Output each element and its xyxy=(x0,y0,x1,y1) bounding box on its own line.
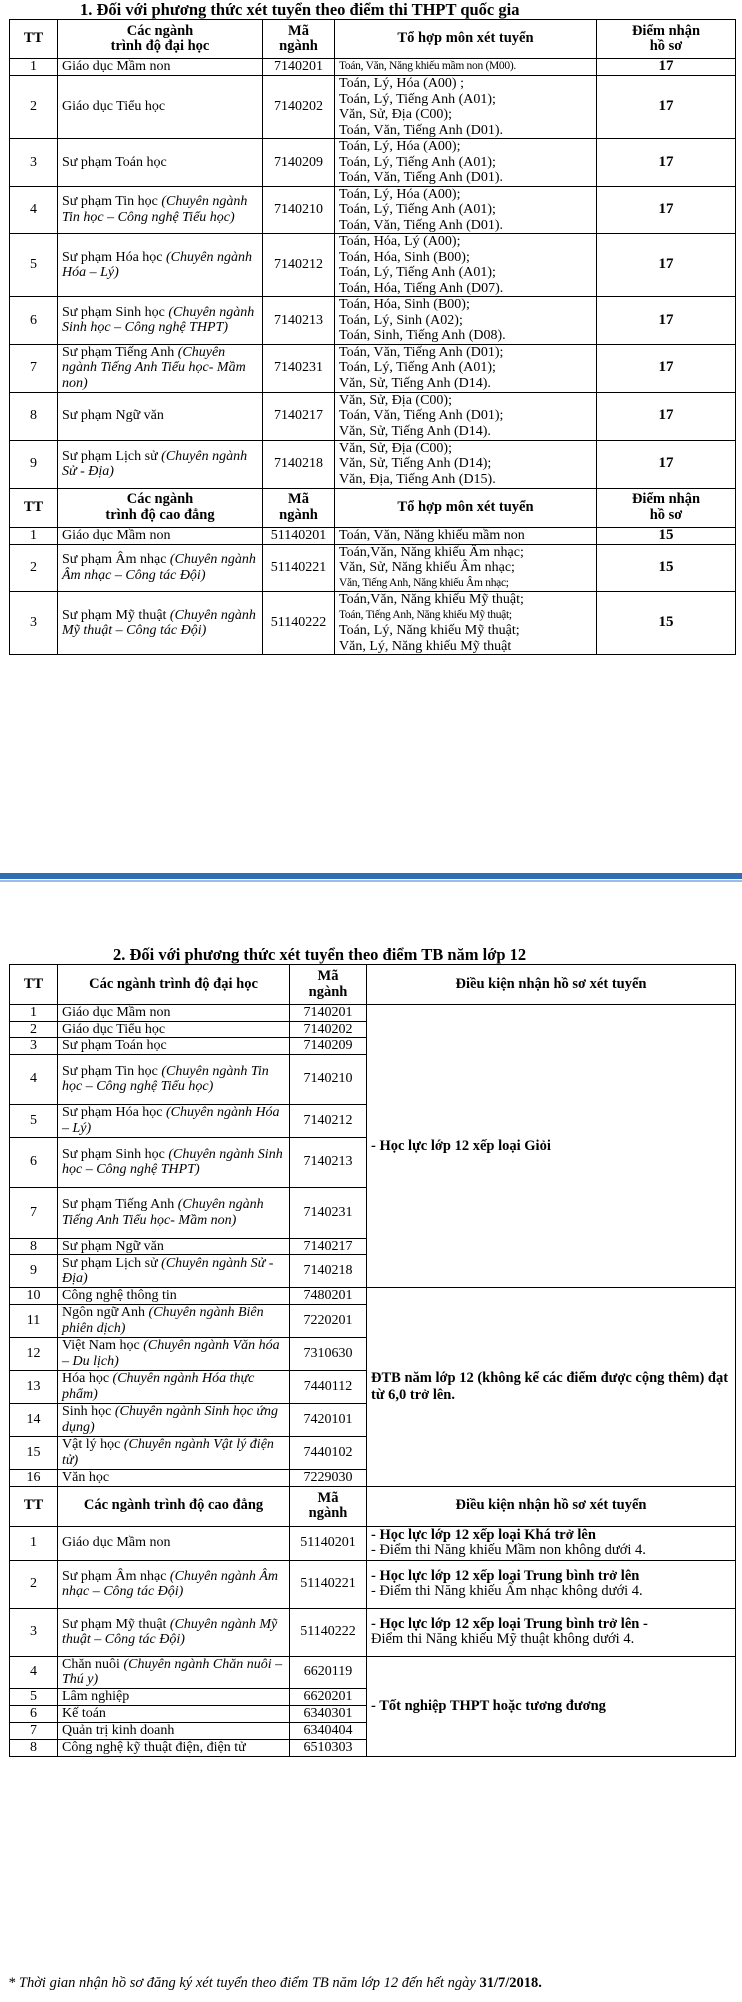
major-note: (Chuyên ngành Vật lý điện tử) xyxy=(62,1437,274,1468)
row-index: 1 xyxy=(10,527,58,544)
row-index: 14 xyxy=(10,1403,58,1436)
row-index: 1 xyxy=(10,1005,58,1022)
major-name: Quản trị kinh doanh xyxy=(62,1722,175,1738)
min-score: 17 xyxy=(597,392,736,440)
major-code: 51140222 xyxy=(263,592,335,655)
header-major: Các ngành trình độ đại học xyxy=(58,20,263,59)
row-index: 15 xyxy=(10,1436,58,1469)
major-note: (Chuyên ngành Âm nhạc – Công tác Đội) xyxy=(62,1568,278,1599)
major-cell xyxy=(58,1005,290,1022)
combo-line: Văn, Lý, Năng khiếu Mỹ thuật xyxy=(339,638,512,654)
header-tt: TT xyxy=(10,1486,58,1526)
header-tt: TT xyxy=(10,488,58,527)
major-cell xyxy=(58,1038,290,1055)
min-score: 17 xyxy=(597,344,736,392)
row-index: 3 xyxy=(10,1608,58,1656)
major-code: 7420101 xyxy=(290,1403,367,1436)
major-cell xyxy=(58,1104,290,1137)
condition-group-3 xyxy=(367,1656,736,1756)
combo-line: Văn, Sử, Năng khiếu Âm nhạc; xyxy=(339,560,515,575)
major-code: 7440102 xyxy=(290,1436,367,1469)
major-cell xyxy=(58,1370,290,1403)
major-note: (Chuyên ngành Âm nhạc – Công tác Đội) xyxy=(62,552,256,583)
subject-combos xyxy=(335,234,597,297)
major-cell xyxy=(58,544,263,592)
major-cell xyxy=(58,76,263,139)
condition-line: - Học lực lớp 12 xếp loại Trung bình trở lên xyxy=(371,1568,640,1584)
major-name: Vật lý học xyxy=(62,1437,121,1452)
major-cell xyxy=(58,592,263,655)
combo-line: Toán, Lý, Hóa (A00); xyxy=(339,139,461,154)
table-header-row xyxy=(10,488,736,527)
min-score: 15 xyxy=(597,527,736,544)
table-row xyxy=(10,139,736,187)
subject-combos xyxy=(335,59,597,76)
condition-group-1 xyxy=(367,1005,736,1288)
table-row xyxy=(10,76,736,139)
major-name: Sư phạm Mỹ thuật xyxy=(62,1616,167,1632)
gpa-table xyxy=(9,964,736,1757)
major-cell xyxy=(58,1656,290,1688)
major-name: Giáo dục Tiểu học xyxy=(62,1021,166,1037)
major-cell xyxy=(58,1288,290,1305)
combo-line: Toán, Lý, Hóa (A00) ; xyxy=(339,76,464,91)
combo-line: Toán, Lý, Sinh (A02); xyxy=(339,312,463,328)
major-code: 6340301 xyxy=(290,1705,367,1722)
major-name: Sư phạm Tin học xyxy=(62,1063,158,1079)
major-code: 7140217 xyxy=(263,392,335,440)
major-code: 7140217 xyxy=(290,1238,367,1255)
header-code: Mã ngành xyxy=(263,488,335,527)
combo-line: Văn, Địa, Tiếng Anh (D15). xyxy=(339,471,496,487)
major-cell xyxy=(58,344,263,392)
min-score: 17 xyxy=(597,139,736,187)
major-cell xyxy=(58,234,263,297)
major-cell xyxy=(58,1337,290,1370)
condition-cell xyxy=(367,1526,736,1560)
major-name: Ngôn ngữ Anh xyxy=(62,1305,146,1320)
major-code: 7140218 xyxy=(290,1255,367,1288)
combo-line: Toán, Hóa, Sinh (B00); xyxy=(339,297,470,312)
min-score: 15 xyxy=(597,592,736,655)
major-name: Giáo dục Mầm non xyxy=(62,1535,171,1551)
table-row xyxy=(10,1526,736,1560)
row-index: 8 xyxy=(10,392,58,440)
major-cell xyxy=(58,1560,290,1608)
condition-text: - Tốt nghiệp THPT hoặc tương đương xyxy=(371,1697,606,1714)
major-code: 51140221 xyxy=(290,1560,367,1608)
min-score: 17 xyxy=(597,76,736,139)
min-score: 17 xyxy=(597,234,736,297)
major-name: Công nghệ kỹ thuật điện, điện tử xyxy=(62,1739,246,1755)
major-name: Giáo dục Tiểu học xyxy=(62,99,166,115)
major-note: (Chuyên ngành Biên phiên dịch) xyxy=(62,1305,264,1336)
major-code: 6620119 xyxy=(290,1656,367,1688)
major-cell xyxy=(58,1739,290,1756)
major-code: 51140222 xyxy=(290,1608,367,1656)
combo-line: Toán, Văn, Năng khiếu mầm non (M00). xyxy=(339,60,516,73)
major-code: 7140209 xyxy=(263,139,335,187)
table-row xyxy=(10,344,736,392)
major-name: Sinh học xyxy=(62,1404,112,1419)
table-row xyxy=(10,527,736,544)
min-score: 15 xyxy=(597,544,736,592)
subject-combos xyxy=(335,440,597,488)
major-note: (Chuyên ngành Sinh học – Công nghệ THPT) xyxy=(62,304,255,336)
major-code: 6510303 xyxy=(290,1739,367,1756)
row-index: 8 xyxy=(10,1238,58,1255)
major-code: 7140213 xyxy=(263,297,335,345)
row-index: 7 xyxy=(10,344,58,392)
major-code: 7140209 xyxy=(290,1038,367,1055)
row-index: 6 xyxy=(10,1137,58,1187)
major-name: Sư phạm Toán học xyxy=(62,1038,167,1053)
major-name: Sư phạm Ngữ văn xyxy=(62,408,164,424)
table-row xyxy=(10,592,736,655)
major-cell xyxy=(58,440,263,488)
major-name: Sư phạm Toán học xyxy=(62,154,167,170)
separator-bar xyxy=(0,873,742,879)
condition-group-2 xyxy=(367,1288,736,1487)
row-index: 1 xyxy=(10,59,58,76)
major-cell xyxy=(58,1526,290,1560)
combo-line: Toán, Văn, Năng khiếu mầm non xyxy=(339,527,525,543)
header-tt: TT xyxy=(10,20,58,59)
major-cell xyxy=(58,1238,290,1255)
major-name: Sư phạm Tin học xyxy=(62,194,158,210)
header-combo: Tổ hợp môn xét tuyển xyxy=(335,488,597,527)
major-code: 7140218 xyxy=(263,440,335,488)
row-index: 10 xyxy=(10,1288,58,1305)
table-header-row xyxy=(10,20,736,59)
major-cell xyxy=(58,1688,290,1705)
condition-line: Điểm thi Năng khiếu Mỹ thuật không dưới 4. xyxy=(371,1631,635,1647)
subject-combos xyxy=(335,527,597,544)
major-cell xyxy=(58,1137,290,1187)
row-index: 2 xyxy=(10,76,58,139)
major-cell xyxy=(58,1722,290,1739)
row-index: 2 xyxy=(10,1021,58,1038)
combo-line: Toán, Lý, Năng khiếu Mỹ thuật; xyxy=(339,623,520,638)
major-code: 7140212 xyxy=(290,1104,367,1137)
header-code: Mã ngành xyxy=(263,20,335,59)
major-name: Sư phạm Lịch sử xyxy=(62,448,158,464)
major-code: 6340404 xyxy=(290,1722,367,1739)
row-index: 1 xyxy=(10,1526,58,1560)
major-name: Việt Nam học xyxy=(62,1338,140,1353)
major-cell xyxy=(58,1021,290,1038)
combo-line: Toán, Lý, Tiếng Anh (A01); xyxy=(339,202,496,217)
major-note: (Chuyên ngành Chăn nuôi – Thú y) xyxy=(62,1656,283,1687)
major-name: Sư phạm Ngữ văn xyxy=(62,1238,164,1254)
major-cell xyxy=(58,1436,290,1469)
major-code: 7140210 xyxy=(263,186,335,234)
major-name: Công nghệ thông tin xyxy=(62,1288,177,1303)
combo-line: Toán, Hóa, Lý (A00); xyxy=(339,234,461,249)
major-name: Sư phạm Sinh học xyxy=(62,1146,165,1162)
header-score: Điểm nhận hồ sơ xyxy=(597,488,736,527)
combo-line: Toán, Tiếng Anh, Năng khiếu Mỹ thuật; xyxy=(339,608,512,621)
major-cell xyxy=(58,527,263,544)
major-cell xyxy=(58,186,263,234)
combo-line: Toán, Lý, Tiếng Anh (A01); xyxy=(339,91,496,107)
major-name: Hóa học xyxy=(62,1371,110,1386)
major-name: Sư phạm Hóa học xyxy=(62,249,163,265)
major-cell xyxy=(58,1608,290,1656)
major-code: 51140201 xyxy=(290,1526,367,1560)
row-index: 9 xyxy=(10,1255,58,1288)
combo-line: Văn, Sử, Địa (C00); xyxy=(339,107,452,122)
condition-text: ĐTB năm lớp 12 (không kể các điểm được cộng thêm) đạt từ 6,0 trở lên. xyxy=(371,1369,729,1403)
combo-line: Toán, Văn, Tiếng Anh (D01); xyxy=(339,408,504,424)
condition-text: - Học lực lớp 12 xếp loại Giỏi xyxy=(371,1137,551,1154)
combo-line: Toán, Lý, Tiếng Anh (A01); xyxy=(339,265,496,280)
combo-line: Toán, Sinh, Tiếng Anh (D08). xyxy=(339,328,506,343)
header-score: Điểm nhận hồ sơ xyxy=(597,20,736,59)
footnote xyxy=(8,1975,542,1992)
row-index: 4 xyxy=(10,1656,58,1688)
major-note: (Chuyên ngành Tin học – Công nghệ Tiểu học) xyxy=(62,1063,269,1094)
major-code: 7220201 xyxy=(290,1304,367,1337)
condition-line: - Điểm thi Năng khiếu Âm nhạc không dưới 4. xyxy=(371,1583,643,1599)
header-condition: Điều kiện nhận hồ sơ xét tuyển xyxy=(367,965,736,1005)
row-index: 3 xyxy=(10,1038,58,1055)
table-row xyxy=(10,59,736,76)
major-code: 7140212 xyxy=(263,234,335,297)
table-header-row xyxy=(10,965,736,1005)
combo-line: Toán, Lý, Hóa (A00); xyxy=(339,186,461,202)
section1-heading: 1. Đối với phương thức xét tuyển theo điểm thi THPT quốc gia xyxy=(80,0,520,19)
header-major: Các ngành trình độ cao đẳng xyxy=(58,1486,290,1526)
row-index: 13 xyxy=(10,1370,58,1403)
major-note: (Chuyên ngành Hóa – Lý) xyxy=(62,1105,280,1136)
major-code: 7140231 xyxy=(290,1187,367,1238)
header-tt: TT xyxy=(10,965,58,1005)
combo-line: Toán, Lý, Tiếng Anh (A01); xyxy=(339,154,496,170)
section2-heading: 2. Đối với phương thức xét tuyển theo điểm TB năm lớp 12 xyxy=(113,945,527,964)
combo-line: Toán, Văn, Tiếng Anh (D01). xyxy=(339,122,504,138)
major-code: 7140210 xyxy=(290,1054,367,1104)
major-code: 7440112 xyxy=(290,1370,367,1403)
separator-line xyxy=(0,880,742,882)
major-note: (Chuyên ngành Mỹ thuật – Công tác Đội) xyxy=(62,607,256,638)
major-cell xyxy=(58,1705,290,1722)
major-name: Sư phạm Âm nhạc xyxy=(62,552,167,568)
combo-line: Toán,Văn, Năng khiếu Âm nhạc; xyxy=(339,544,524,560)
combo-line: Toán, Văn, Tiếng Anh (D01). xyxy=(339,217,504,233)
major-code: 7140202 xyxy=(290,1021,367,1038)
major-code: 7140202 xyxy=(263,76,335,139)
combo-line: Văn, Sử, Tiếng Anh (D14); xyxy=(339,456,492,472)
row-index: 5 xyxy=(10,1104,58,1137)
table-row xyxy=(10,1608,736,1656)
major-note: (Chuyên ngành Hóa – Lý) xyxy=(62,249,252,280)
major-name: Sư phạm Âm nhạc xyxy=(62,1568,167,1584)
condition-cell xyxy=(367,1560,736,1608)
combo-line: Toán, Văn, Tiếng Anh (D01). xyxy=(339,170,504,185)
combo-line: Toán, Lý, Tiếng Anh (A01); xyxy=(339,360,496,376)
min-score: 17 xyxy=(597,440,736,488)
row-index: 7 xyxy=(10,1722,58,1739)
combo-line: Văn, Tiếng Anh, Năng khiếu Âm nhạc; xyxy=(339,576,509,589)
major-name: Giáo dục Mầm non xyxy=(62,1005,171,1020)
header-major: Các ngành trình độ cao đẳng xyxy=(58,488,263,527)
major-name: Sư phạm Hóa học xyxy=(62,1105,163,1120)
major-note: (Chuyên ngành Văn hóa – Du lịch) xyxy=(62,1338,280,1369)
table-row xyxy=(10,1288,736,1305)
subject-combos xyxy=(335,186,597,234)
subject-combos xyxy=(335,344,597,392)
table-row xyxy=(10,392,736,440)
footnote-date: 31/7/2018. xyxy=(479,1975,542,1991)
major-code: 7480201 xyxy=(290,1288,367,1305)
footnote-text: * Thời gian nhận hồ sơ đăng ký xét tuyển theo điểm TB năm lớp 12 đến hết ngày xyxy=(8,1975,480,1991)
table-row xyxy=(10,297,736,345)
major-note: (Chuyên ngành Sinh học ứng dụng) xyxy=(62,1404,279,1435)
major-cell xyxy=(58,1255,290,1288)
row-index: 3 xyxy=(10,139,58,187)
min-score: 17 xyxy=(597,59,736,76)
table-row xyxy=(10,544,736,592)
subject-combos xyxy=(335,544,597,592)
header-code: Mã ngành xyxy=(290,965,367,1005)
major-cell xyxy=(58,139,263,187)
row-index: 5 xyxy=(10,234,58,297)
major-cell xyxy=(58,1469,290,1486)
row-index: 5 xyxy=(10,1688,58,1705)
header-major: Các ngành trình độ đại học xyxy=(58,965,290,1005)
table-header-row xyxy=(10,1486,736,1526)
table-row xyxy=(10,1560,736,1608)
combo-line: Toán, Hóa, Tiếng Anh (D07). xyxy=(339,280,504,296)
major-name: Văn học xyxy=(62,1469,110,1485)
major-cell xyxy=(58,392,263,440)
major-note: (Chuyên ngành Hóa thực phẩm) xyxy=(62,1371,255,1402)
condition-line: - Học lực lớp 12 xếp loại Khá trở lên xyxy=(371,1527,596,1543)
major-cell xyxy=(58,1403,290,1436)
row-index: 4 xyxy=(10,1054,58,1104)
major-note: (Chuyên ngành Sinh học – Công nghệ THPT) xyxy=(62,1146,283,1177)
major-name: Sư phạm Lịch sử xyxy=(62,1255,158,1271)
major-code: 7140231 xyxy=(263,344,335,392)
combo-line: Toán, Hóa, Sinh (B00); xyxy=(339,249,470,265)
min-score: 17 xyxy=(597,186,736,234)
combo-line: Văn, Sử, Địa (C00); xyxy=(339,440,452,456)
table-row xyxy=(10,234,736,297)
subject-combos xyxy=(335,392,597,440)
row-index: 2 xyxy=(10,544,58,592)
major-cell xyxy=(58,297,263,345)
major-code: 7140213 xyxy=(290,1137,367,1187)
combo-line: Văn, Sử, Địa (C00); xyxy=(339,392,452,408)
major-name: Giáo dục Mầm non xyxy=(62,59,171,75)
table-row xyxy=(10,186,736,234)
table-row xyxy=(10,440,736,488)
major-code: 7310630 xyxy=(290,1337,367,1370)
row-index: 6 xyxy=(10,1705,58,1722)
row-index: 3 xyxy=(10,592,58,655)
header-combo: Tổ hợp môn xét tuyển xyxy=(335,20,597,59)
row-index: 12 xyxy=(10,1337,58,1370)
major-note: (Chuyên ngành Mỹ thuật – Công tác Đội) xyxy=(62,1616,278,1647)
row-index: 4 xyxy=(10,186,58,234)
combo-line: Văn, Sử, Tiếng Anh (D14). xyxy=(339,423,491,439)
major-name: Sư phạm Mỹ thuật xyxy=(62,607,167,623)
major-code: 6620201 xyxy=(290,1688,367,1705)
combo-line: Văn, Sử, Tiếng Anh (D14). xyxy=(339,375,491,391)
row-index: 9 xyxy=(10,440,58,488)
major-note: (Chuyên ngành Tiếng Anh Tiểu học- Mầm non) xyxy=(62,1197,264,1228)
row-index: 7 xyxy=(10,1187,58,1238)
major-cell xyxy=(58,1054,290,1104)
exam-score-table xyxy=(9,19,736,655)
combo-line: Toán, Văn, Tiếng Anh (D01); xyxy=(339,344,504,360)
row-index: 11 xyxy=(10,1304,58,1337)
major-name: Lâm nghiệp xyxy=(62,1688,130,1704)
major-note: (Chuyên ngành Sử - Địa) xyxy=(62,1255,274,1286)
major-cell xyxy=(58,1304,290,1337)
major-name: Giáo dục Mầm non xyxy=(62,527,171,543)
major-note: (Chuyên ngành Tin học – Công nghệ Tiểu học) xyxy=(62,194,248,225)
section1-table-wrap xyxy=(9,19,735,655)
section2-table-wrap xyxy=(9,964,735,1757)
major-code: 7140201 xyxy=(290,1005,367,1022)
major-name: Kế toán xyxy=(62,1705,106,1721)
major-note: (Chuyên ngành Sử - Địa) xyxy=(62,448,248,479)
major-code: 7140201 xyxy=(263,59,335,76)
min-score: 17 xyxy=(597,297,736,345)
major-code: 51140201 xyxy=(263,527,335,544)
table-row xyxy=(10,1005,736,1022)
major-note: (Chuyên ngành Tiếng Anh Tiểu học- Mầm non) xyxy=(62,344,246,391)
subject-combos xyxy=(335,592,597,655)
major-cell xyxy=(58,1187,290,1238)
combo-line: Toán,Văn, Năng khiếu Mỹ thuật; xyxy=(339,592,524,607)
condition-cell xyxy=(367,1608,736,1656)
row-index: 6 xyxy=(10,297,58,345)
table-row xyxy=(10,1656,736,1688)
row-index: 2 xyxy=(10,1560,58,1608)
row-index: 16 xyxy=(10,1469,58,1486)
subject-combos xyxy=(335,297,597,345)
subject-combos xyxy=(335,76,597,139)
header-code: Mã ngành xyxy=(290,1486,367,1526)
major-name: Chăn nuôi xyxy=(62,1656,120,1672)
major-name: Sư phạm Tiếng Anh xyxy=(62,1197,175,1212)
condition-line: - Điểm thi Năng khiếu Mầm non không dưới 4. xyxy=(371,1542,646,1558)
major-cell xyxy=(58,59,263,76)
row-index: 8 xyxy=(10,1739,58,1756)
major-name: Sư phạm Sinh học xyxy=(62,304,165,320)
major-code: 7229030 xyxy=(290,1469,367,1486)
condition-line: - Học lực lớp 12 xếp loại Trung bình trở lên - xyxy=(371,1616,648,1632)
subject-combos xyxy=(335,139,597,187)
major-name: Sư phạm Tiếng Anh xyxy=(62,344,175,360)
header-condition: Điều kiện nhận hồ sơ xét tuyển xyxy=(367,1486,736,1526)
major-code: 51140221 xyxy=(263,544,335,592)
